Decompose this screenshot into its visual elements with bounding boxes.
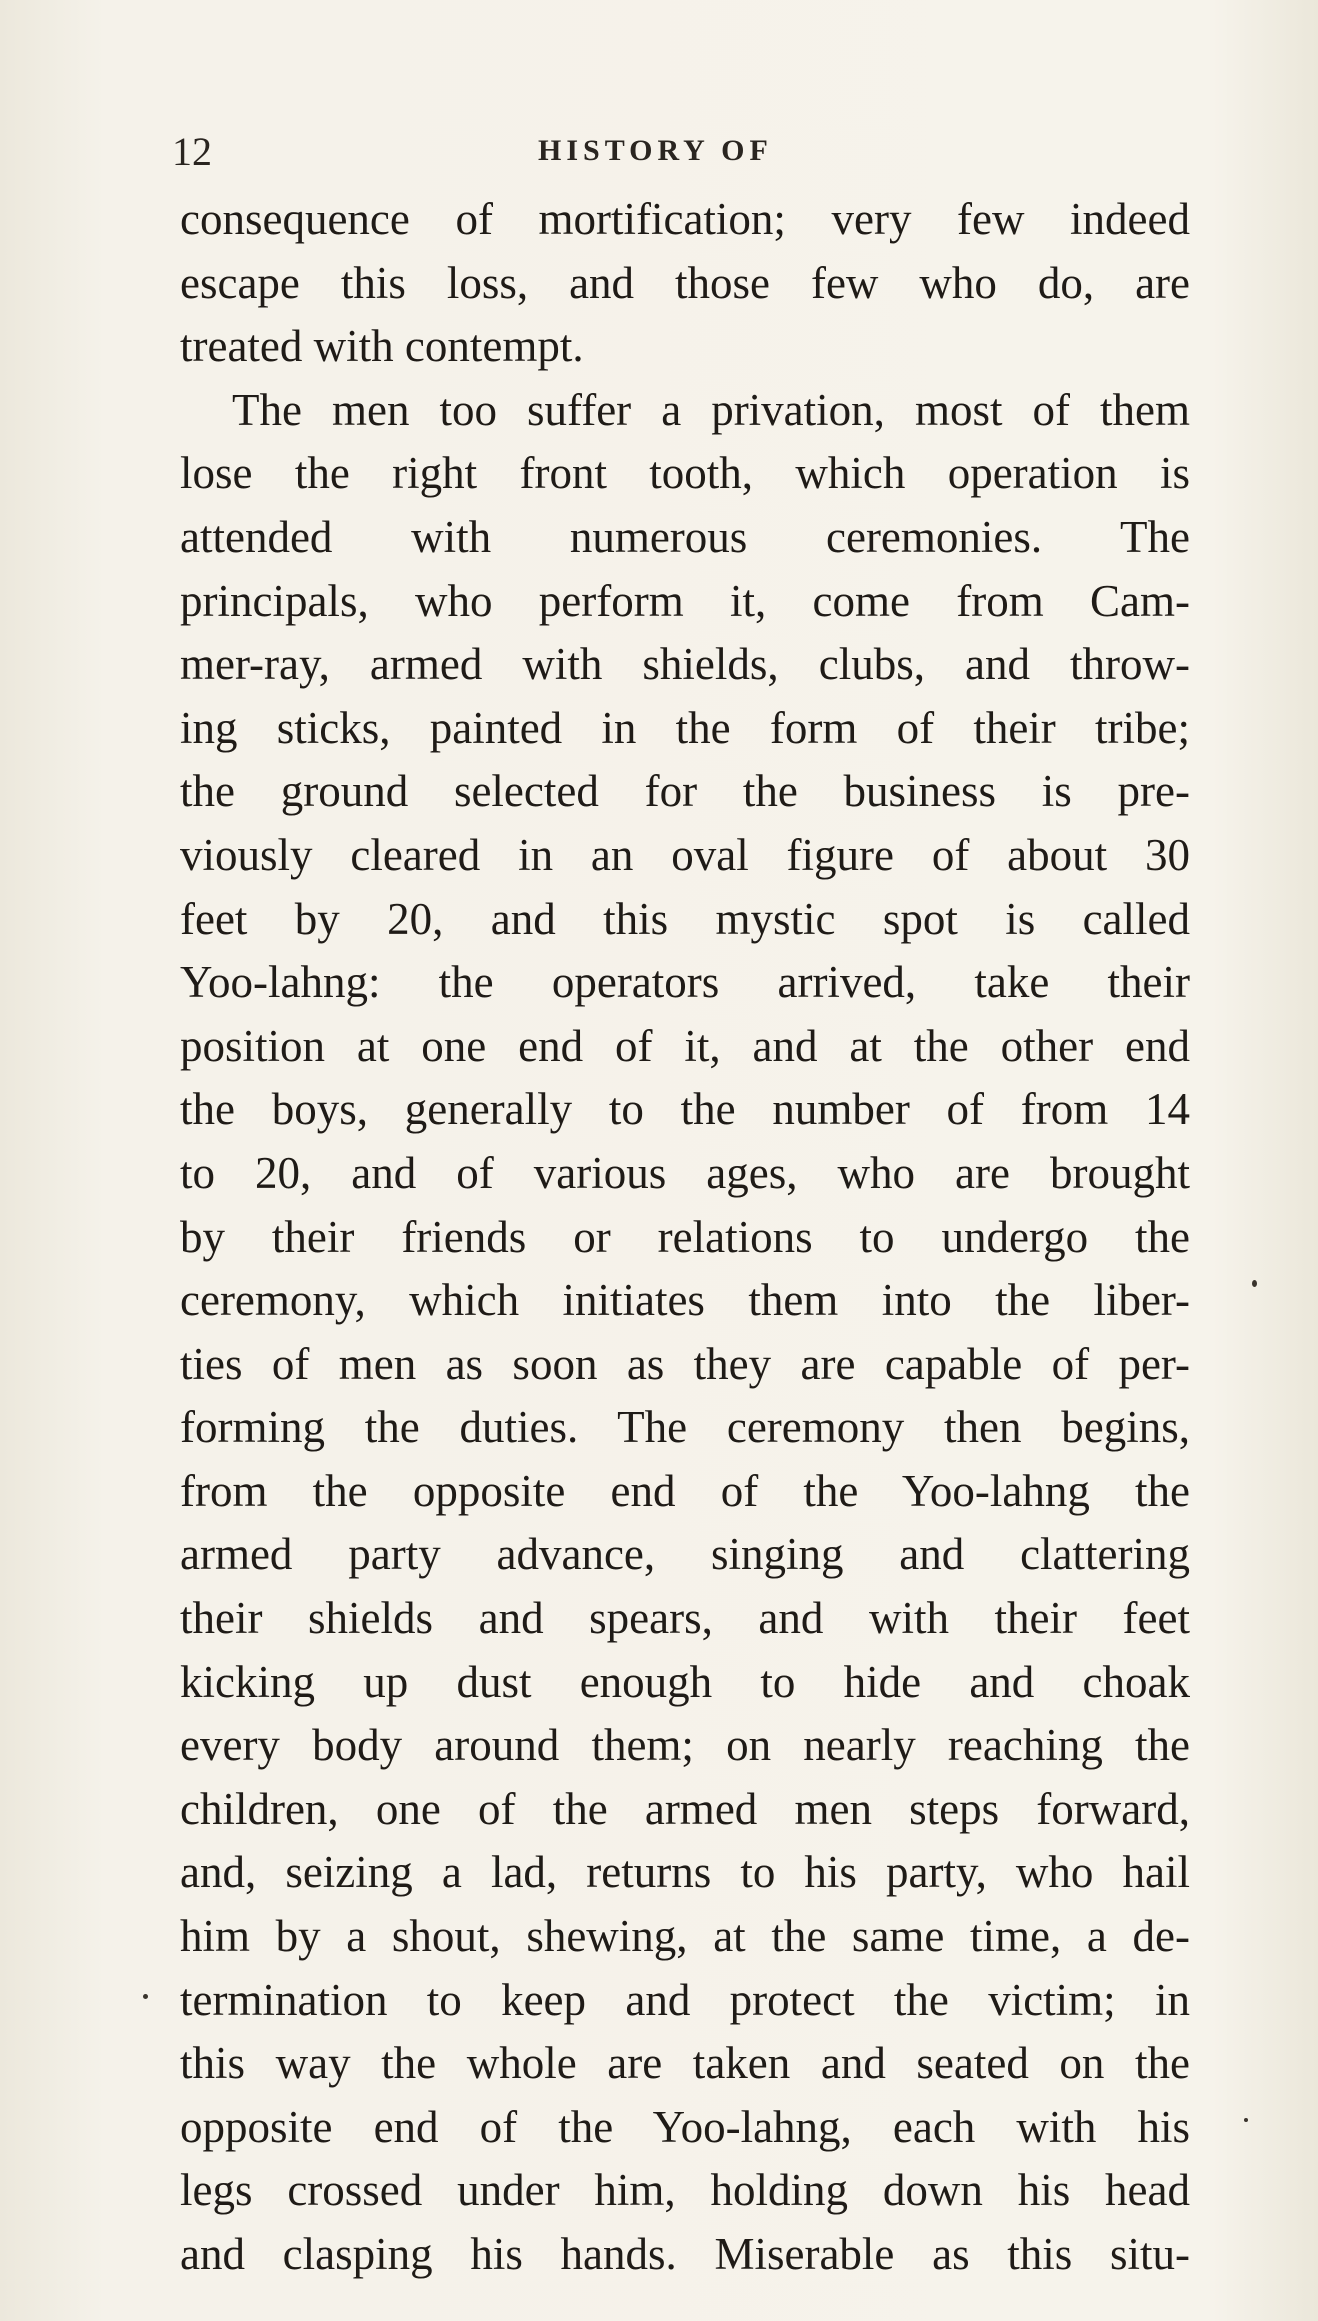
page-number: 12 <box>172 129 212 174</box>
text-line: mer-ray, armed with shields, clubs, and throw- <box>180 639 1190 690</box>
text-line: treated with contempt. <box>180 321 584 372</box>
text-line: position at one end of it, and at the other end <box>180 1020 1190 1071</box>
text-line: ties of men as soon as they are capable of per- <box>180 1338 1190 1389</box>
text-line: ceremony, which initiates them into the liber- <box>180 1275 1190 1326</box>
body-text <box>180 188 1190 2287</box>
running-head: HISTORY OF <box>538 134 773 167</box>
text-line: consequence of mortification; very few indeed <box>180 194 1190 244</box>
text-line: termination to keep and protect the victim; in <box>180 1974 1190 2025</box>
text-line: viously cleared in an oval figure of about 30 <box>180 829 1190 880</box>
text-line: their shields and spears, and with their feet <box>180 1593 1190 1644</box>
text-line: principals, who perform it, come from Cam- <box>180 575 1190 626</box>
paper-speck <box>1252 1280 1257 1287</box>
page-header <box>172 128 1172 188</box>
text-line: escape this loss, and those few who do, are <box>180 257 1190 308</box>
text-line: kicking up dust enough to hide and choak <box>180 1656 1190 1707</box>
text-line: by their friends or relations to undergo the <box>180 1211 1190 1262</box>
text-line: the boys, generally to the number of from 14 <box>180 1084 1190 1135</box>
text-line: attended with numerous ceremonies. The <box>180 511 1190 562</box>
text-line: Yoo-lahng: the operators arrived, take their <box>180 957 1190 1008</box>
text-line: him by a shout, shewing, at the same time, a de- <box>180 1911 1190 1962</box>
text-line: this way the whole are taken and seated on the <box>180 2038 1190 2089</box>
text-line: from the opposite end of the Yoo-lahng the <box>180 1465 1190 1516</box>
text-line: opposite end of the Yoo-lahng, each with his <box>180 2101 1190 2152</box>
text-line: armed party advance, singing and clattering <box>180 1529 1190 1580</box>
text-line: ing sticks, painted in the form of their tribe; <box>180 702 1190 753</box>
text-line: and clasping his hands. Miserable as this situ- <box>180 2229 1190 2279</box>
paragraph-first-line: The men too suffer a privation, most of them <box>232 384 1190 435</box>
paper-speck <box>1244 2118 1248 2122</box>
text-line: lose the right front tooth, which operation is <box>180 448 1190 499</box>
paper-speck <box>143 1994 148 1999</box>
text-line: forming the duties. The ceremony then begins, <box>180 1402 1190 1453</box>
text-line: and, seizing a lad, returns to his party, who hail <box>180 1847 1190 1898</box>
text-line: the ground selected for the business is pre- <box>180 766 1190 817</box>
text-line: to 20, and of various ages, who are brought <box>180 1147 1190 1198</box>
text-line: legs crossed under him, holding down his head <box>180 2165 1190 2216</box>
text-line: feet by 20, and this mystic spot is called <box>180 893 1190 944</box>
text-line: children, one of the armed men steps forward, <box>180 1783 1190 1834</box>
text-line: every body around them; on nearly reaching the <box>180 1720 1190 1771</box>
